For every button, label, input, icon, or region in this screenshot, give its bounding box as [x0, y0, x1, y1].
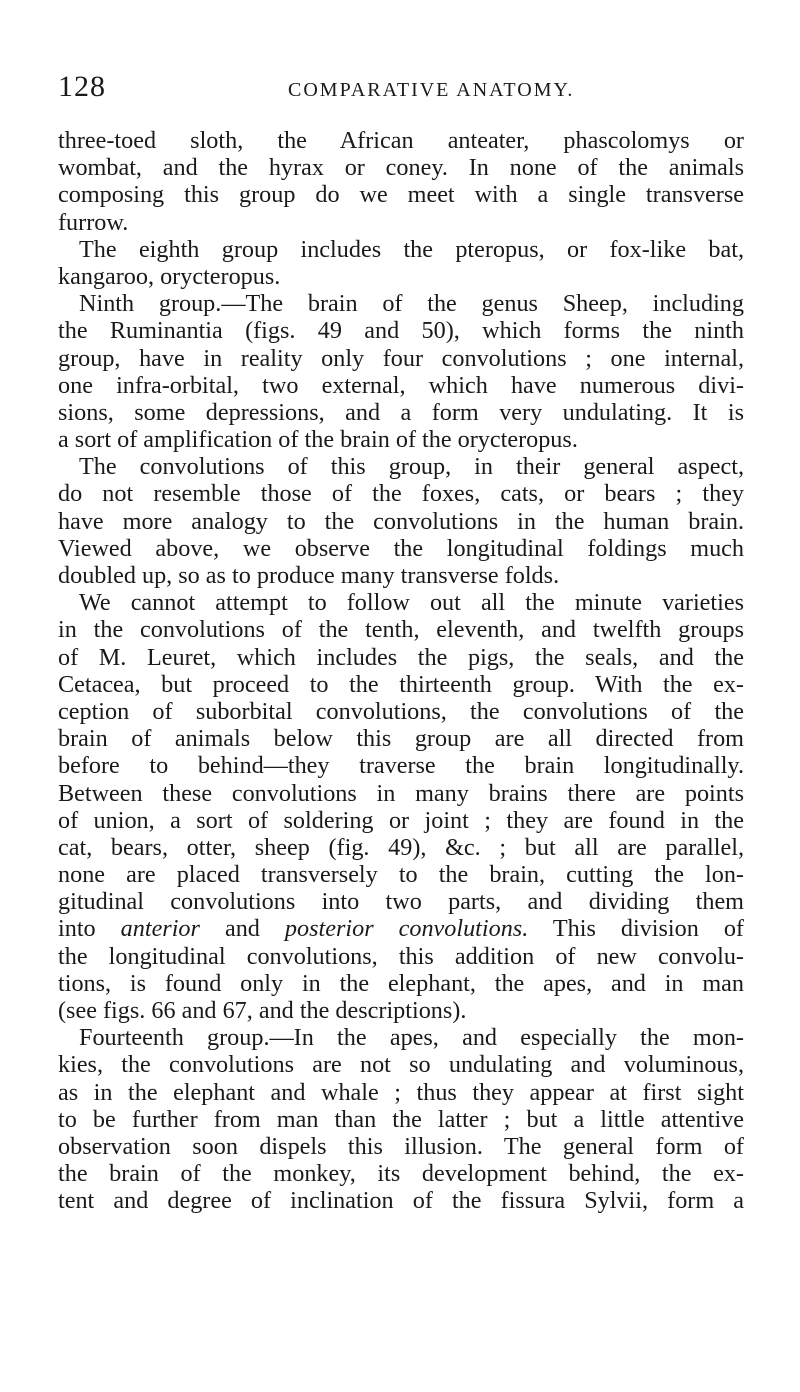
text-line: of union, a sort of soldering or joint ; they are found in the [58, 806, 744, 834]
running-head [58, 70, 744, 110]
italic-term-posterior: posterior convolutions. [284, 915, 529, 943]
text-line: cat, bears, otter, sheep (fig. 49), &c. ; but all are parallel, [58, 833, 744, 861]
text-line: observation soon dispels this illusion. The general form of [58, 1132, 744, 1160]
text-line: none are placed transversely to the brain, cutting the lon- [58, 861, 744, 889]
text-line: kangaroo, orycteropus. [58, 262, 281, 290]
text-line: do not resemble those of the foxes, cats, or bears ; they [58, 480, 744, 508]
text-line: before to behind—they traverse the brain longitudinally. [58, 752, 744, 780]
text-line: gitudinal convolutions into two parts, and dividing them [58, 888, 744, 916]
italic-term-anterior: anterior [120, 915, 200, 943]
text-line: doubled up, so as to produce many transverse folds. [58, 562, 560, 589]
text-line: the brain of the monkey, its development behind, the ex- [58, 1160, 744, 1188]
text-line: the longitudinal convolutions, this addition of new convolu- [58, 942, 744, 970]
text-line: the Ruminantia (figs. 49 and 50), which forms the ninth [58, 317, 744, 345]
text-line: The convolutions of this group, in their general aspect, [79, 453, 744, 481]
text-line: to be further from man than the latter ; but a little attentive [58, 1105, 744, 1133]
text-line: a sort of amplification of the brain of the orycteropus. [58, 426, 578, 454]
text-line: brain of animals below this group are all directed from [58, 725, 744, 753]
text-line: three-toed sloth, the African anteater, phascolomys or [58, 127, 744, 154]
text-line: of M. Leuret, which includes the pigs, the seals, and the [58, 643, 744, 671]
text-segment: and [199, 915, 285, 943]
body-text [58, 127, 744, 1215]
text-line: ception of suborbital convolutions, the convolutions of the [58, 697, 744, 725]
text-line: group, have in reality only four convolutions ; one internal, [58, 344, 744, 372]
text-line: composing this group do we meet with a single transverse [58, 181, 744, 209]
text-line: tions, is found only in the elephant, the apes, and in man [58, 969, 744, 997]
text-line: have more analogy to the convolutions in the human brain. [58, 507, 744, 535]
text-line: We cannot attempt to follow out all the minute varieties [79, 589, 744, 617]
text-line: as in the elephant and whale ; thus they appear at first sight [58, 1078, 744, 1106]
text-line: wombat, and the hyrax or coney. In none of the animals [58, 154, 744, 182]
text-line: furrow. [58, 208, 129, 236]
text-line: Fourteenth group.—In the apes, and especially the mon- [79, 1024, 744, 1052]
text-line: (see figs. 66 and 67, and the descriptions). [58, 997, 467, 1024]
text-line: tent and degree of inclination of the fissura Sylvii, form a [58, 1187, 744, 1215]
text-line: The eighth group includes the pteropus, or fox-like bat, [79, 235, 744, 263]
page-number: 128 [58, 70, 106, 103]
text-segment: This division of [528, 915, 744, 943]
text-line: Ninth group.—The brain of the genus Sheep, including [79, 290, 744, 318]
text-line: in the convolutions of the tenth, eleventh, and twelfth groups [58, 616, 744, 644]
text-line: one infra-orbital, two external, which have numerous divi- [58, 371, 744, 399]
text-segment: into [58, 915, 121, 943]
text-line: Between these convolutions in many brains there are points [58, 779, 744, 807]
text-line: kies, the convolutions are not so undulating and voluminous, [58, 1051, 744, 1079]
text-line: sions, some depressions, and a form very undulating. It is [58, 398, 744, 426]
running-title: COMPARATIVE ANATOMY. [288, 79, 575, 101]
text-line-italic-mix [58, 915, 744, 942]
text-line: Cetacea, but proceed to the thirteenth group. With the ex- [58, 670, 744, 698]
text-line: Viewed above, we observe the longitudinal foldings much [58, 534, 744, 562]
